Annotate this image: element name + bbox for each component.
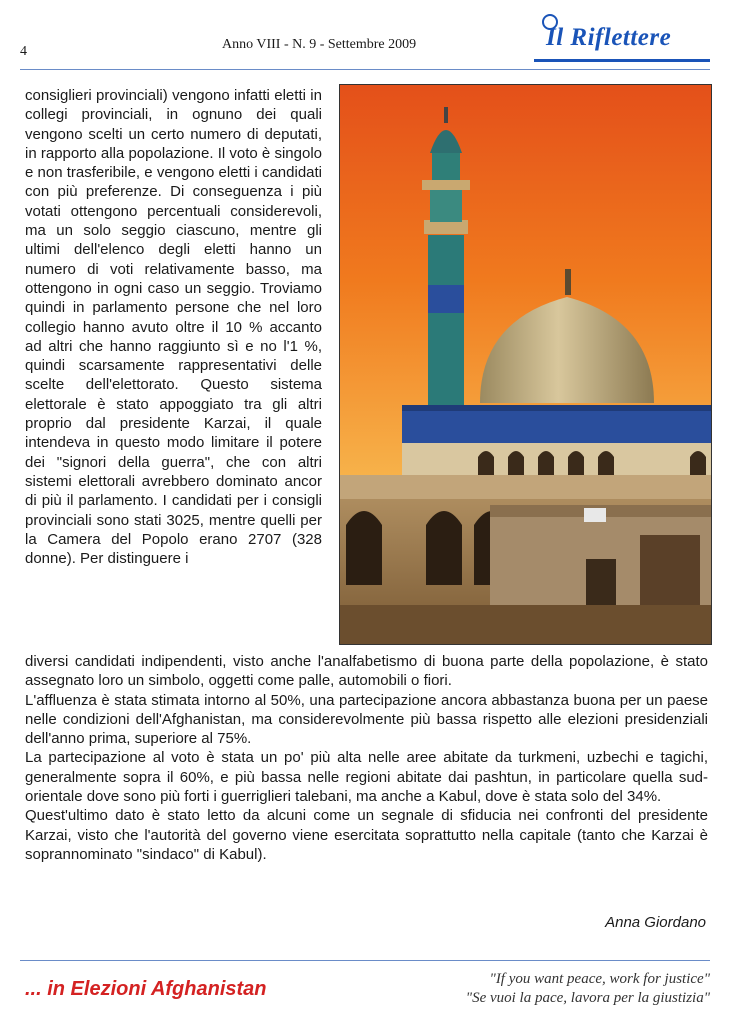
mosque-photo: [339, 84, 712, 645]
footer-rule: [20, 960, 710, 961]
issue-line: Anno VIII - N. 9 - Settembre 2009: [222, 37, 417, 52]
article-body: [25, 652, 708, 864]
paragraph-1: diversi candidati indipendenti, visto anche l'analfabetismo di buona parte della popolazione, è stato assegnato loro un simbolo, oggetti come palle, automobili o fiori.: [25, 653, 708, 690]
article-column: [25, 86, 322, 568]
header-rule: [20, 69, 710, 70]
logo-text: Il Riflettere: [546, 24, 672, 51]
header-accent-rule: [534, 59, 710, 62]
section-title: ... in Elezioni Afghanistan: [25, 978, 267, 1000]
paragraph-3: La partecipazione al voto è stata un po' più alta nelle aree abitate da turkmeni, uzbechi e tagichi, generalmente sopra il 60%, e più bassa nelle regioni abitate dai pashtun, in particolare quella sud-orientale dove sono più forti i guerriglieri talebani, ma anche a Kabul, dove è stata solo del 34%.: [25, 749, 708, 806]
footer-quote: [390, 970, 710, 1008]
column-paragraph: consiglieri provinciali) vengono infatti eletti in collegi provinciali, in ognuno dei quali vengono scelti un certo numero di deputati, in rapporto alla popolazione. Il voto è singolo e non trasferibile, e vengono eletti i candidati con più preferenze. Di conseguenza i più votati ottengono percentuali considerevoli, ma un solo seggio ciascuno, mentre gli ultimi dell'elenco degli eletti hanno un numero di voti relativamente basso, ma ottengono in ogni caso un seggio. Troviamo quindi in parlamento persone che nel loro collegio hanno avuto oltre il 10 % accanto ad altri che hanno raggiunto sì e no l'1 %, quindi scarsamente rappresentativi delle scelte dell'elettorato. Questo sistema elettorale è stato appoggiato tra gli altri proprio dal presidente Karzai, il quale intendeva in questo modo limitare il potere dei "signori della guerra", che con altri sistemi elettorali avrebbero dominato ancor di più il parlamento. I candidati per i consigli provinciali sono stati 3025, mentre quelli per la Camera del Popolo erano 2707 (328 donne). Per distinguere i: [25, 87, 322, 568]
paragraph-2: L'affluenza è stata stimata intorno al 50%, una partecipazione ancora abbastanza buona per un paese nelle condizioni dell'Afghanistan, ma considerevolmente più bassa rispetto alle elezioni presidenziali dell'anno prima, superiore al 75%.: [25, 691, 708, 748]
author-name: Anna Giordano: [605, 914, 706, 931]
paragraph-4: Quest'ultimo dato è stato letto da alcuni come un segnale di sfiducia nei confronti del presidente Karzai, visto che l'autorità del governo viene esercitata soprattutto nella capitale (tanto che Karzai è soprannominato "sindaco" di Kabul).: [25, 807, 708, 863]
quote-italian: "Se vuoi la pace, lavora per la giustizia": [465, 990, 710, 1006]
quote-english: "If you want peace, work for justice": [489, 971, 710, 987]
magazine-logo: [542, 14, 712, 58]
page-number: 4: [20, 44, 27, 59]
